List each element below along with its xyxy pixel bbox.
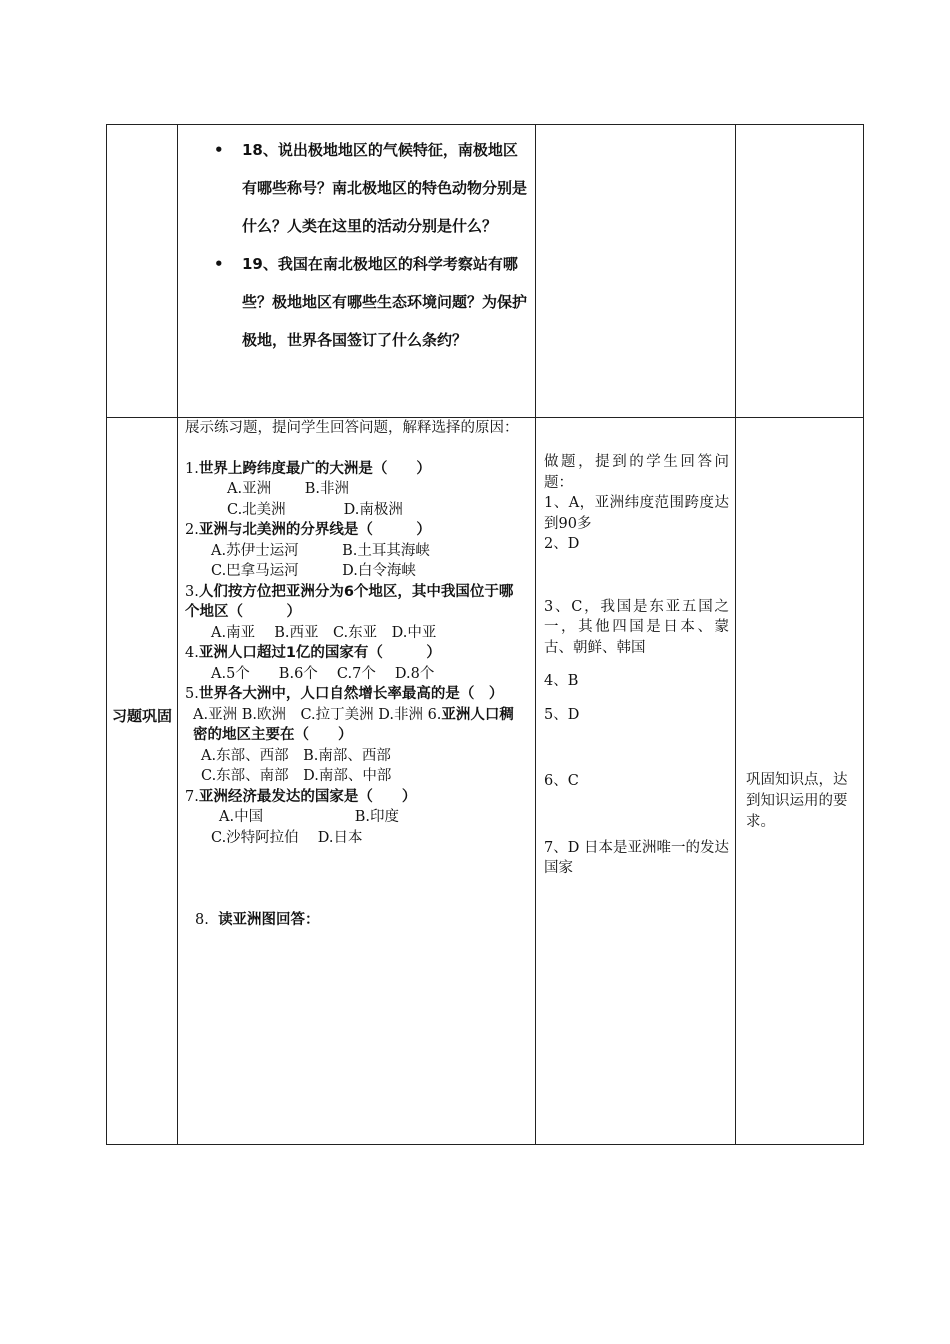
question-stem: 亚洲人口超过1亿的国家有（ ） xyxy=(198,645,441,661)
answer-1: 1、A，亚洲纬度范围跨度达到90多 xyxy=(544,495,729,532)
question-options: A.中国 B.印度 xyxy=(219,809,399,825)
question-stem: 亚洲经济最发达的国家是（ ） xyxy=(198,788,417,805)
answer-3: 3、C，我国是东亚五国之一，其他四国是日本、蒙古、朝鲜、韩国 xyxy=(544,598,729,656)
question-number: 3. xyxy=(185,583,199,600)
design-intent xyxy=(736,418,863,833)
stage-label-cell xyxy=(107,125,178,418)
stage-label-cell xyxy=(107,418,178,1145)
exercise-content xyxy=(178,418,535,931)
bullet-icon: • xyxy=(214,255,224,273)
student-answers-cell xyxy=(536,418,736,1145)
answers-intro: 做题，提到的学生回答问题： xyxy=(544,454,729,491)
design-intent-cell xyxy=(736,125,864,418)
question-stem: 世界上跨纬度最广的大洲是（ ） xyxy=(198,460,431,477)
question-options: C.巴拿马运河 D.白令海峡 xyxy=(211,563,416,579)
list-item xyxy=(198,245,527,359)
question-options: A.苏伊士运河 B.土耳其海峡 xyxy=(211,542,430,559)
question-number: 5. xyxy=(185,686,199,702)
exercise-cell xyxy=(178,418,536,1145)
student-activity-cell xyxy=(536,125,736,418)
answer-5: 5、D xyxy=(544,706,580,723)
question-stem: 亚洲人口稠密的地区主要在（ ） xyxy=(193,706,514,743)
question-options: C.北美洲 D.南极洲 xyxy=(227,501,403,518)
question-options: A.东部、西部 B.南部、西部 xyxy=(201,747,391,764)
question-number: 1. xyxy=(185,460,199,477)
question-18-text: 18、说出极地地区的气候特征，南极地区有哪些称号？南北极地区的特色动物分别是什么？人类在这里的活动分别是什么？ xyxy=(242,141,528,235)
question-number: 8. xyxy=(195,912,209,928)
design-intent-text: 巩固知识点，达到知识运用的要求。 xyxy=(746,772,848,830)
answer-list xyxy=(536,418,735,879)
answer-2: 2、D xyxy=(544,536,580,552)
table-row xyxy=(107,418,864,1145)
answer-6: 6、C xyxy=(544,773,579,789)
question-options: A.亚洲 B.欧洲 C.拉丁美洲 D.非洲 xyxy=(193,706,423,723)
question-options: A.亚洲 B.非洲 xyxy=(227,481,349,497)
question-options: C.东部、南部 D.南部、中部 xyxy=(201,768,392,784)
question-stem: 人们按方位把亚洲分为6个地区，其中我国位于哪个地区（ ） xyxy=(185,583,514,620)
question-options: A.5个 B.6个 C.7个 D.8个 xyxy=(211,665,435,682)
question-number: 6. xyxy=(427,706,442,723)
answer-7: 7、D 日本是亚洲唯一的发达国家 xyxy=(544,839,729,876)
answer-4: 4、B xyxy=(544,673,579,689)
review-questions-cell xyxy=(178,125,536,418)
question-options: C.沙特阿拉伯 D.日本 xyxy=(211,829,363,846)
review-question-list xyxy=(178,125,535,359)
question-number: 7. xyxy=(185,788,199,805)
bullet-icon: • xyxy=(214,141,224,159)
design-intent-cell xyxy=(736,418,864,1145)
stage-label: 习题巩固 xyxy=(111,707,172,725)
lesson-plan-table xyxy=(106,124,864,1145)
list-item xyxy=(198,131,527,245)
table-row xyxy=(107,125,864,418)
question-number: 2. xyxy=(185,522,199,538)
question-stem: 亚洲与北美洲的分界线是（ ） xyxy=(198,522,431,538)
exercise-intro: 展示练习题，提问学生回答问题，解释选择的原因： xyxy=(185,420,519,436)
question-number: 4. xyxy=(185,645,199,661)
question-stem: 读亚洲图回答： xyxy=(218,912,320,928)
question-19-text: 19、我国在南北极地区的科学考察站有哪些？极地地区有哪些生态环境问题？为保护极地，世界各国签订了什么条约？ xyxy=(242,255,528,349)
question-options: A.南亚 B.西亚 C.东亚 D.中亚 xyxy=(211,624,437,641)
question-stem: 世界各大洲中，人口自然增长率最高的是（ ） xyxy=(198,686,504,702)
